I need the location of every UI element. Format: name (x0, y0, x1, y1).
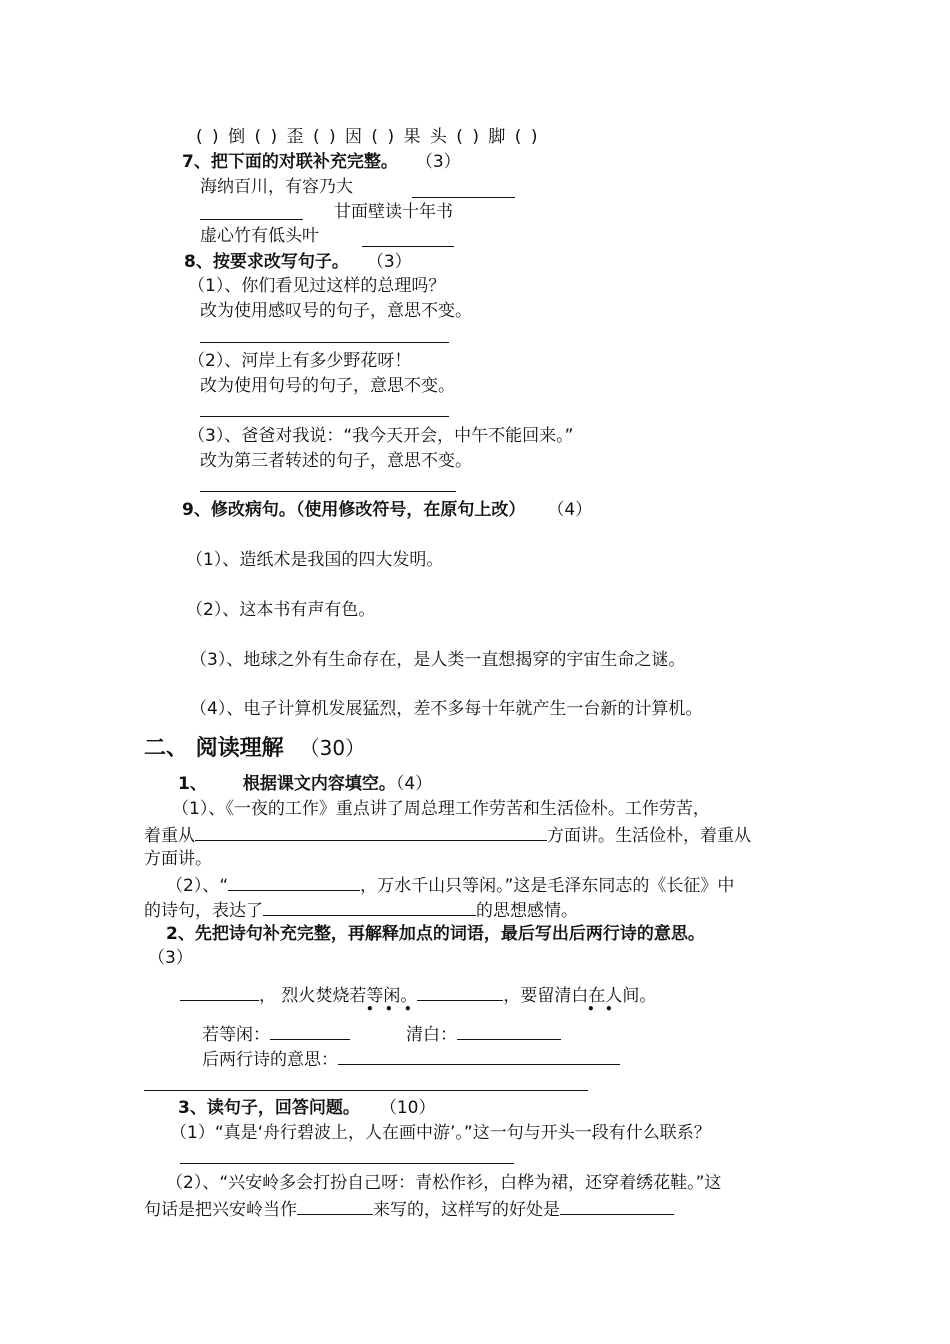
q8-answer1[interactable] (200, 342, 449, 343)
emphasis-dot: • (404, 1002, 412, 1016)
r2-term2: 清白： (406, 1025, 457, 1045)
r3-score: （10） (379, 1098, 436, 1118)
r1-score: （4） (395, 774, 433, 794)
r1-num: 1、 (178, 774, 207, 794)
q6-line: ( ) 倒 ( ) 歪 ( ) 因 ( ) 果 头 ( ) 脚 ( ) (196, 127, 538, 147)
r1-p2-b-prefix: 的诗句，表达了 (144, 901, 263, 921)
q8-s1: （1）、你们看见过这样的总理吗？ (188, 276, 446, 296)
r2-blank1[interactable] (180, 982, 259, 1001)
r3-q2-suffix: 来写的，这样写的好处是 (373, 1200, 560, 1220)
section2-score: （30） (299, 736, 366, 760)
r1-p1-line2 (144, 822, 751, 848)
r2-terms-line (202, 1021, 561, 1047)
r1-p2-b-suffix: 的思想感情。 (476, 901, 578, 921)
r2-term1: 若等闲： (202, 1025, 270, 1045)
q9-s4: （4）、电子计算机发展猛烈，差不多每十年就产生一台新的计算机。 (190, 699, 703, 719)
emphasis-dot: • (385, 1002, 393, 1016)
q7-blank2[interactable] (200, 219, 303, 220)
r1-p1-suffix: 方面讲。生活俭朴，着重从 (547, 826, 751, 846)
q7-title: 7、把下面的对联补充完整。 (182, 152, 398, 172)
r3-blank1[interactable] (297, 1196, 373, 1215)
q8-answer3[interactable] (200, 491, 456, 492)
r1-p2-line2 (144, 897, 578, 923)
r1-p2-line1 (166, 872, 734, 898)
q9-score: （4） (547, 500, 593, 520)
r2-answer-line[interactable] (144, 1090, 588, 1091)
r2-poem-b: ，要留清白在人间。 (503, 986, 657, 1006)
q8-s3: （3）、爸爸对我说：“我今天开会，中午不能回来。” (188, 426, 574, 446)
section2-title: 二、 阅读理解 (144, 736, 284, 761)
q7-blank3[interactable] (362, 246, 454, 247)
q8-heading (184, 250, 412, 274)
r1-blank2[interactable] (228, 872, 360, 891)
q9-s3: （3）、地球之外有生命存在，是人类一直想揭穿的宇宙生命之谜。 (190, 650, 686, 670)
q8-s3-req: 改为第三者转述的句子，意思不变。 (200, 451, 472, 471)
r1-heading (178, 772, 432, 796)
r3-q2-line1: （2）、“兴安岭多会打扮自己呀：青松作衫，白桦为裙，还穿着绣花鞋。”这 (166, 1173, 722, 1193)
r1-p1-prefix: 着重从 (144, 826, 195, 846)
r1-p1-line3: 方面讲。 (144, 849, 212, 869)
r2-meaning-line (202, 1046, 620, 1072)
r2-meaning: 后两行诗的意思： (202, 1050, 338, 1070)
r1-blank1[interactable] (195, 822, 547, 841)
r2-blank2[interactable] (417, 982, 503, 1001)
q7-line1: 海纳百川，有容乃大 (200, 177, 353, 197)
q9-heading (182, 498, 592, 522)
r2-term1-blank[interactable] (270, 1021, 350, 1040)
q9-s1: （1）、造纸术是我国的四大发明。 (186, 550, 444, 570)
q8-score: （3） (366, 252, 412, 272)
r2-score: （3） (148, 948, 193, 968)
r3-q2-prefix: 句话是把兴安岭当作 (144, 1200, 297, 1220)
r1-blank3[interactable] (263, 897, 476, 916)
emphasis-dot: • (605, 1002, 613, 1016)
r3-title: 3、读句子，回答问题。 (178, 1098, 360, 1118)
r3-q1: （1）“真是‘舟行碧波上，人在画中游’。”这一句与开头一段有什么联系？ (170, 1123, 711, 1143)
q8-s2-req: 改为使用句号的句子，意思不变。 (200, 376, 455, 396)
r3-q1-answer[interactable] (180, 1163, 514, 1164)
r1-p2-prefix: （2）、“ (166, 876, 229, 896)
q7-line2: 甘面壁读十年书 (334, 202, 453, 222)
emphasis-dot: • (366, 1002, 374, 1016)
r3-blank2[interactable] (560, 1196, 674, 1215)
r3-heading (178, 1096, 435, 1120)
q9-title: 9、修改病句。（使用修改符号，在原句上改） (182, 500, 526, 520)
q9-s2: （2）、这本书有声有色。 (186, 600, 376, 620)
r1-title: 根据课文内容填空。 (242, 774, 396, 794)
q7-blank1[interactable] (412, 197, 515, 198)
r2-poem-line (180, 982, 656, 1008)
q8-title: 8、按要求改写句子。 (184, 252, 349, 272)
r2-meaning-blank[interactable] (338, 1046, 620, 1065)
q7-heading (182, 150, 461, 174)
r3-q2-line2 (144, 1196, 674, 1222)
r1-p2-suffix: ，万水千山只等闲。”这是毛泽东同志的《长征》中 (360, 876, 735, 896)
emphasis-dot: • (587, 1002, 595, 1016)
q8-s2: （2）、河岸上有多少野花呀！ (188, 351, 412, 371)
r2-term2-blank[interactable] (457, 1021, 561, 1040)
section2-heading (144, 733, 365, 765)
r2-title: 2、先把诗句补充完整，再解释加点的词语，最后写出后两行诗的意思。 (166, 924, 705, 944)
q7-line3: 虚心竹有低头叶 (200, 226, 319, 246)
r1-p1-line1: （1）、《一夜的工作》重点讲了周总理工作劳苦和生活俭朴。工作劳苦， (172, 799, 710, 819)
q8-answer2[interactable] (200, 416, 449, 417)
q8-s1-req: 改为使用感叹号的句子，意思不变。 (200, 301, 472, 321)
q7-score: （3） (415, 152, 461, 172)
r2-poem-a: ， 烈火焚烧若等闲。 (259, 986, 418, 1006)
